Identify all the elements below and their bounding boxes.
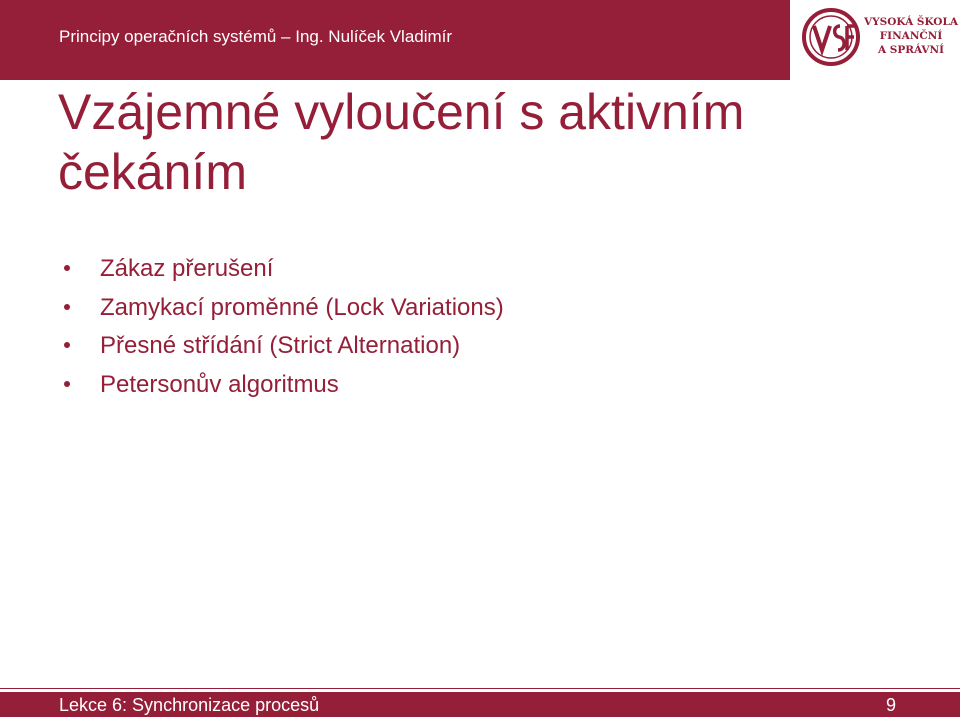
footer-divider [0,688,960,689]
logo-line-2: FINANČNÍ [879,30,943,42]
bullet-text: Zákaz přerušení [100,255,274,282]
bullet-item [64,331,504,370]
page-number: 9 [885,695,896,715]
vsfs-logo-icon [800,6,862,68]
course-title: Principy operačních systémů – Ing. Nulíček Vladimír [59,27,453,46]
bullet-text: Zamykací proměnné (Lock Variations) [100,293,504,321]
bullet-dot-icon [64,381,70,387]
bullet-dot-icon [64,304,70,310]
logo-wordmark [864,15,958,57]
bullet-item [64,370,504,409]
lecture-title: Lekce 6: Synchronizace procesů [59,695,320,715]
bullet-item [64,293,504,332]
logo-line-3: A SPRÁVNÍ [877,44,945,56]
slide-title: Vzájemné vyloučení s aktivním čekáním [58,84,745,200]
bullet-item [64,254,504,293]
bullet-dot-icon [64,265,70,271]
logo [790,0,960,80]
bullet-text: Petersonův algoritmus [100,370,339,398]
logo-line-1: VYSOKÁ ŠKOLA [864,16,958,28]
bullet-dot-icon [64,342,70,348]
bullet-text: Přesné střídání (Strict Alternation) [100,332,461,359]
bullet-list [64,254,504,408]
footer-bar [0,692,960,717]
